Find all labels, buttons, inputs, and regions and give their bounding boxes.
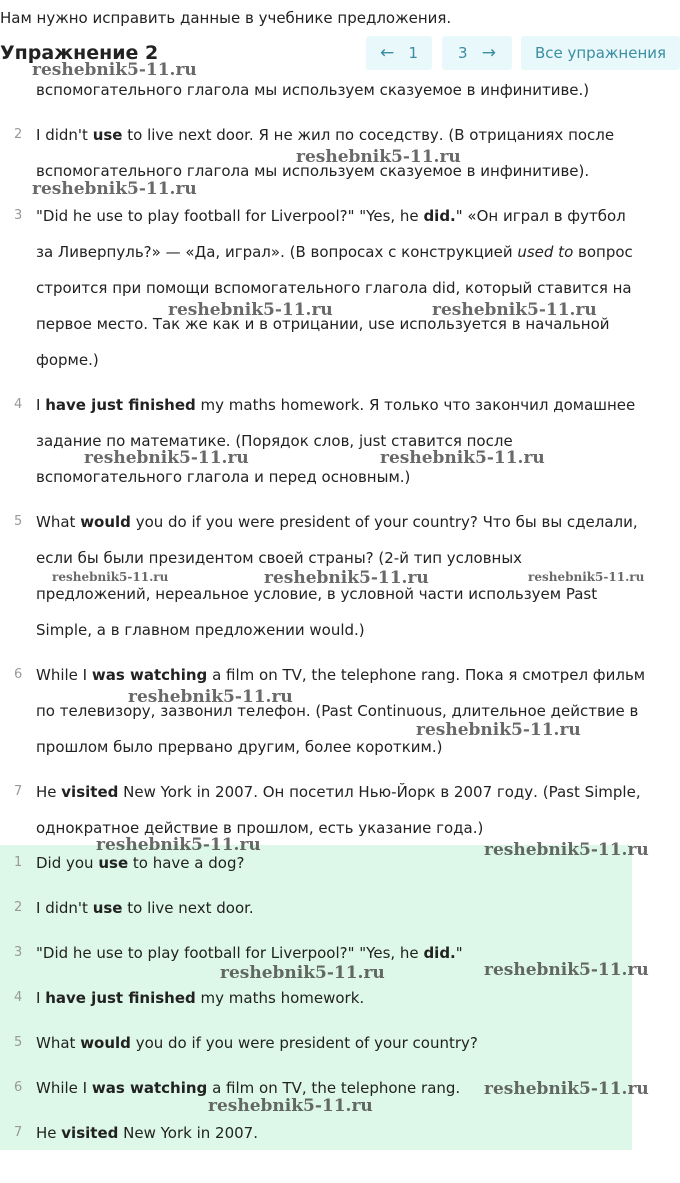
watermark-text: reshebnik5-11.ru — [484, 840, 649, 860]
next-exercise-label: 3 — [457, 44, 468, 62]
explanation-text — [36, 117, 680, 189]
item-number: 7 — [14, 784, 23, 799]
item-number: 4 — [14, 397, 23, 412]
text-line: "Did he use to play football for Liverpool?" "Yes, he did." «Он играл в футбол — [36, 207, 626, 225]
answer-item — [0, 1123, 632, 1143]
explanation-text — [36, 657, 680, 765]
arrow-left-icon: ← — [379, 43, 395, 63]
prev-exercise-button[interactable] — [366, 36, 432, 70]
item-number: 3 — [14, 945, 23, 960]
text-line: вспомогательного глагола и перед основным.) — [36, 468, 411, 486]
answer-text: While I was watching a film on TV, the telephone rang. — [36, 1079, 461, 1097]
text-line: за Ливерпуль?» — «Да, играл». (В вопросах с конструкцией used to вопрос — [36, 243, 633, 261]
text-line: прошлом было прервано другим, более коротким.) — [36, 738, 443, 756]
item-number: 7 — [14, 1125, 23, 1140]
watermark-text: reshebnik5-11.ru — [96, 835, 261, 855]
text-line: предложений, нереальное условие, в условной части используем Past — [36, 585, 598, 603]
answer-item — [0, 1078, 632, 1098]
item-number: 4 — [14, 990, 23, 1005]
watermark-text: reshebnik5-11.ru — [84, 448, 249, 468]
answer-text: I didn't use to live next door. — [36, 899, 254, 917]
prev-exercise-label: 1 — [408, 44, 419, 62]
watermark-text: reshebnik5-11.ru — [52, 570, 169, 584]
arrow-right-icon: → — [481, 43, 497, 63]
exercise-title: Упражнение 2 — [0, 42, 159, 64]
intro-text: Нам нужно исправить данные в учебнике предложения. — [0, 9, 452, 27]
text-line: первое место. Так же как и в отрицании, use используется в начальной — [36, 315, 610, 333]
answer-text: "Did he use to play football for Liverpool?" "Yes, he did." — [36, 944, 463, 962]
explanation-text — [36, 504, 680, 648]
answer-item — [0, 853, 632, 873]
answer-text: He visited New York in 2007. — [36, 1124, 258, 1142]
text-line: I have just finished my maths homework. Я только что закончил домашнее — [36, 396, 636, 414]
watermark-text: reshebnik5-11.ru — [484, 1079, 649, 1099]
answer-item — [0, 1033, 632, 1053]
watermark-text: reshebnik5-11.ru — [220, 963, 385, 983]
text-line: I didn't use to live next door. Я не жил по соседству. (В отрицаниях после — [36, 126, 615, 144]
watermark-text: reshebnik5-11.ru — [168, 300, 333, 320]
item-number: 5 — [14, 514, 23, 529]
next-exercise-button[interactable] — [442, 36, 512, 70]
item-number: 6 — [14, 667, 23, 682]
explanation-clipped-line: вспомогательного глагола мы используем сказуемое в инфинитиве.) — [36, 81, 590, 99]
text-line: однократное действие в прошлом, есть указание года.) — [36, 819, 484, 837]
answer-item — [0, 898, 632, 918]
text-line: задание по математике. (Порядок слов, just ставится после — [36, 432, 513, 450]
watermark-text: reshebnik5-11.ru — [264, 568, 429, 588]
watermark-text: reshebnik5-11.ru — [484, 960, 649, 980]
answers-panel — [0, 845, 632, 1150]
answer-item — [0, 988, 632, 1008]
text-line: вспомогательного глагола мы используем сказуемое в инфинитиве). — [36, 162, 590, 180]
text-line: по телевизору, зазвонил телефон. (Past Continuous, длительное действие в — [36, 702, 639, 720]
item-number: 6 — [14, 1080, 23, 1095]
answer-text: Did you use to have a dog? — [36, 854, 245, 872]
text-line: While I was watching a film on TV, the telephone rang. Пока я смотрел фильм — [36, 666, 646, 684]
watermark-text: reshebnik5-11.ru — [432, 300, 597, 320]
answer-item — [0, 943, 632, 963]
watermark-text: reshebnik5-11.ru — [296, 147, 461, 167]
watermark-text: reshebnik5-11.ru — [32, 179, 197, 199]
answer-text: What would you do if you were president of your country? — [36, 1034, 478, 1052]
explanation-text — [36, 774, 680, 846]
item-number: 1 — [14, 855, 23, 870]
item-number: 3 — [14, 208, 23, 223]
watermark-text: reshebnik5-11.ru — [32, 60, 197, 80]
watermark-text: reshebnik5-11.ru — [380, 448, 545, 468]
text-line: What would you do if you were president of your country? Что бы вы сделали, — [36, 513, 638, 531]
watermark-text: reshebnik5-11.ru — [128, 687, 293, 707]
item-number: 2 — [14, 900, 23, 915]
item-number: 2 — [14, 127, 23, 142]
text-line: Simple, а в главном предложении would.) — [36, 621, 365, 639]
item-number: 5 — [14, 1035, 23, 1050]
watermark-text: reshebnik5-11.ru — [208, 1096, 373, 1116]
explanation-text — [36, 387, 680, 495]
all-exercises-button[interactable]: Все упражнения — [521, 36, 680, 70]
text-line: He visited New York in 2007. Он посетил Нью-Йорк в 2007 году. (Past Simple, — [36, 783, 641, 801]
text-line: если бы были президентом своей страны? (2-й тип условных — [36, 549, 523, 567]
text-line: строится при помощи вспомогательного глагола did, который ставится на — [36, 279, 632, 297]
explanation-text — [36, 198, 680, 378]
watermark-text: reshebnik5-11.ru — [416, 720, 581, 740]
watermark-text: reshebnik5-11.ru — [528, 570, 645, 584]
text-line: форме.) — [36, 351, 99, 369]
answer-text: I have just finished my maths homework. — [36, 989, 365, 1007]
